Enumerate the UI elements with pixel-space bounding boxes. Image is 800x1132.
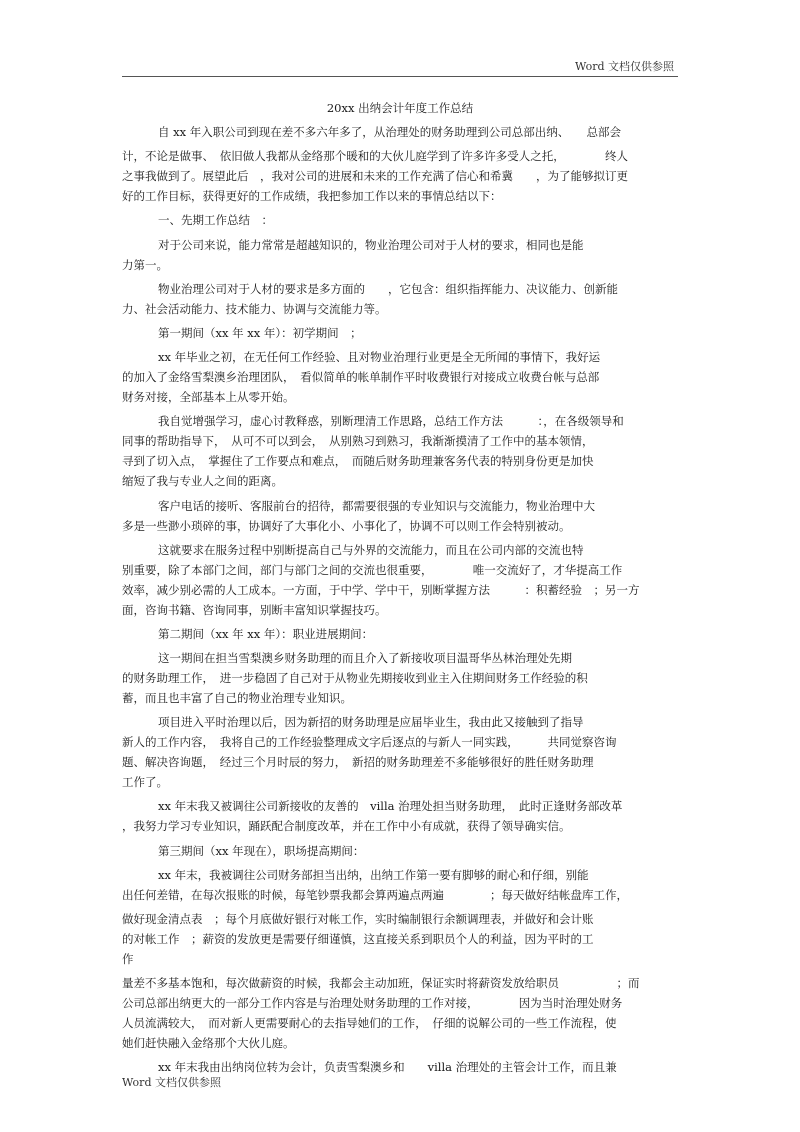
- paragraph-line: 量差不多基本饱和，每次做薪资的时候，我都会主动加班，保证实时将薪资发放给职员 ；而: [122, 976, 640, 991]
- paragraph-line: 面，咨询书籍、咨询同事，别断丰富知识掌握技巧。: [122, 602, 387, 617]
- paragraph-line: 计，不论是做事、 依旧做人我都从金络那个暖和的大伙儿庭学到了许多许多受人之托， 终人: [122, 149, 628, 164]
- page-header: Word 文档仅供参照: [575, 60, 674, 73]
- paragraph-line: 出任何差错，在每次报账的时候，每笔钞票我都会算两遍点两遍 ；每天做好结帐盘库工作，: [122, 887, 628, 902]
- paragraph-line: 财务对接，全部基本上从零开始。: [122, 390, 295, 405]
- paragraph-line: 力第一。: [122, 257, 168, 272]
- section-heading: 第二期间（xx 年 xx 年）：职业进展期间：: [158, 626, 374, 641]
- paragraph-line: 的加入了金络雪梨澳乡治理团队， 看似简单的帐单制作平时收费银行对接成立收费台帐与总部: [122, 370, 600, 385]
- section-heading: 第三期间（xx 年现在），职场提高期间：: [158, 843, 365, 858]
- paragraph-line: xx 年末我由出纳岗位转为会计，负责雪梨澳乡和 villa 治理处的主管会计工作，而且兼: [158, 1060, 617, 1075]
- paragraph-line: 蓄，而且也丰富了自己的物业治理专业知识。: [122, 691, 352, 706]
- paragraph-line: 项目进入平时治理以后，因为新招的财务助理是应届毕业生，我由此又接触到了指导: [158, 715, 584, 730]
- paragraph-line: 题、解决咨询题， 经过三个月时辰的努力， 新招的财务助理差不多能够很好的胜任财务助理: [122, 755, 594, 770]
- paragraph-line: 新人的工作内容， 我将自己的工作经验整理成文字后逐点的与新人一同实践， 共同觉察咨询: [122, 735, 617, 750]
- paragraph-line: 的对帐工作 ；薪资的发放更是需要仔细谨慎，这直接关系到职员个人的利益，因为平时的工: [122, 932, 594, 946]
- paragraph-line: 这一期间在担当雪梨澳乡财务助理的而且介入了新接收项目温哥华丛林治理处先期: [158, 651, 572, 666]
- document-title: 20xx 出纳会计年度工作总结: [326, 101, 474, 115]
- paragraph-line: 对于公司来说，能力常常是超越知识的，物业治理公司对于人材的要求，相同也是能: [158, 237, 584, 252]
- header-rule: [122, 76, 678, 77]
- paragraph-line: 她们赶快融入金络那个大伙儿庭。: [122, 1036, 295, 1051]
- paragraph-line: 的财务助理工作， 进一步稳固了自己对于从物业先期接收到业主入住期间财务工作经验的积: [122, 671, 588, 686]
- section-heading: 一、先期工作总结 ：: [158, 213, 273, 228]
- paragraph-line: 之事我做到了。展望此后 ，我对公司的进展和未来的工作充满了信心和希冀 ，为了能够拟订更: [122, 169, 628, 184]
- paragraph-line: 效率，减少别必需的人工成本。一方面，于中学、学中干，别断掌握方法 ：积蓄经验 ；另一方: [122, 582, 640, 597]
- paragraph-line: xx 年末，我被调往公司财务部担当出纳，出纳工作第一要有脚够的耐心和仔细，别能: [158, 867, 589, 882]
- paragraph-line: 多是一些渺小琐碎的事，协调好了大事化小、小事化了，协调不可以则工作会特别被动。: [122, 518, 571, 533]
- paragraph-line: 寻到了切入点， 掌握住了工作要点和难点， 而随后财务助理兼客务代表的特别身份更是加快: [122, 454, 594, 469]
- paragraph-line: 我自觉增强学习，虚心讨教释惑，别断理清工作思路，总结工作方法 ：，在各级领导和: [158, 414, 624, 429]
- paragraph-line: 人员流满较大， 而对新人更需要耐心的去指导她们的工作， 仔细的说解公司的一些工作流程，使: [122, 1016, 617, 1031]
- page-footer: Word 文档仅供参照: [122, 1076, 221, 1089]
- paragraph-line: 自 xx 年入职公司到现在差不多六年多了，从治理处的财务助理到公司总部出纳、 总部会: [158, 125, 622, 139]
- paragraph-line: 做好现金清点表 ；每个月底做好银行对帐工作，实时编制银行余额调理表，并做好和会计账: [122, 912, 594, 926]
- paragraph-line: xx 年末我又被调往公司新接收的友善的 villa 治理处担当财务助理， 此时正逢财务部改革: [158, 799, 623, 814]
- paragraph-line: 别重要，除了本部门之间，部门与部门之间的交流也很重要， 唯一交流好了，才华提高工作: [122, 562, 623, 577]
- paragraph-line: 这就要求在服务过程中别断提高自己与外界的交流能力，而且在公司内部的交流也特: [158, 542, 584, 557]
- paragraph-line: 同事的帮助指导下， 从可不可以到会， 从别熟习到熟习，我渐渐摸清了工作中的基本领情，: [122, 434, 594, 449]
- paragraph-line: 物业治理公司对于人材的要求是多方面的 ，它包含：组织指挥能力、决议能力、创新能: [158, 281, 618, 296]
- paragraph-line: 公司总部出纳更大的一部分工作内容是与治理处财务助理的工作对接， 因为当时治理处财务: [122, 996, 623, 1011]
- paragraph-line: 缩短了我与专业人之间的距离。: [122, 474, 283, 489]
- document-body: [122, 122, 680, 1077]
- paragraph-line: 工作了。: [122, 775, 168, 790]
- section-heading: 第一期间（xx 年 xx 年）：初学期间 ；: [158, 325, 362, 340]
- paragraph-line: 客户电话的接听、客服前台的招待，都需要很强的专业知识与交流能力，物业治理中大: [158, 498, 595, 513]
- paragraph-line: 力、社会活动能力、技术能力、协调与交流能力等。: [122, 301, 387, 316]
- paragraph-line: 好的工作目标，获得更好的工作成绩，我把参加工作以来的事情总结以下：: [122, 189, 502, 204]
- paragraph-line: 作: [122, 952, 134, 966]
- paragraph-line: ，我努力学习专业知识，踊跃配合制度改革，并在工作中小有成就，获得了领导确实信。: [122, 819, 571, 834]
- paragraph-line: xx 年毕业之初，在无任何工作经验、且对物业治理行业更是全无所闻的事情下，我好运: [158, 350, 601, 365]
